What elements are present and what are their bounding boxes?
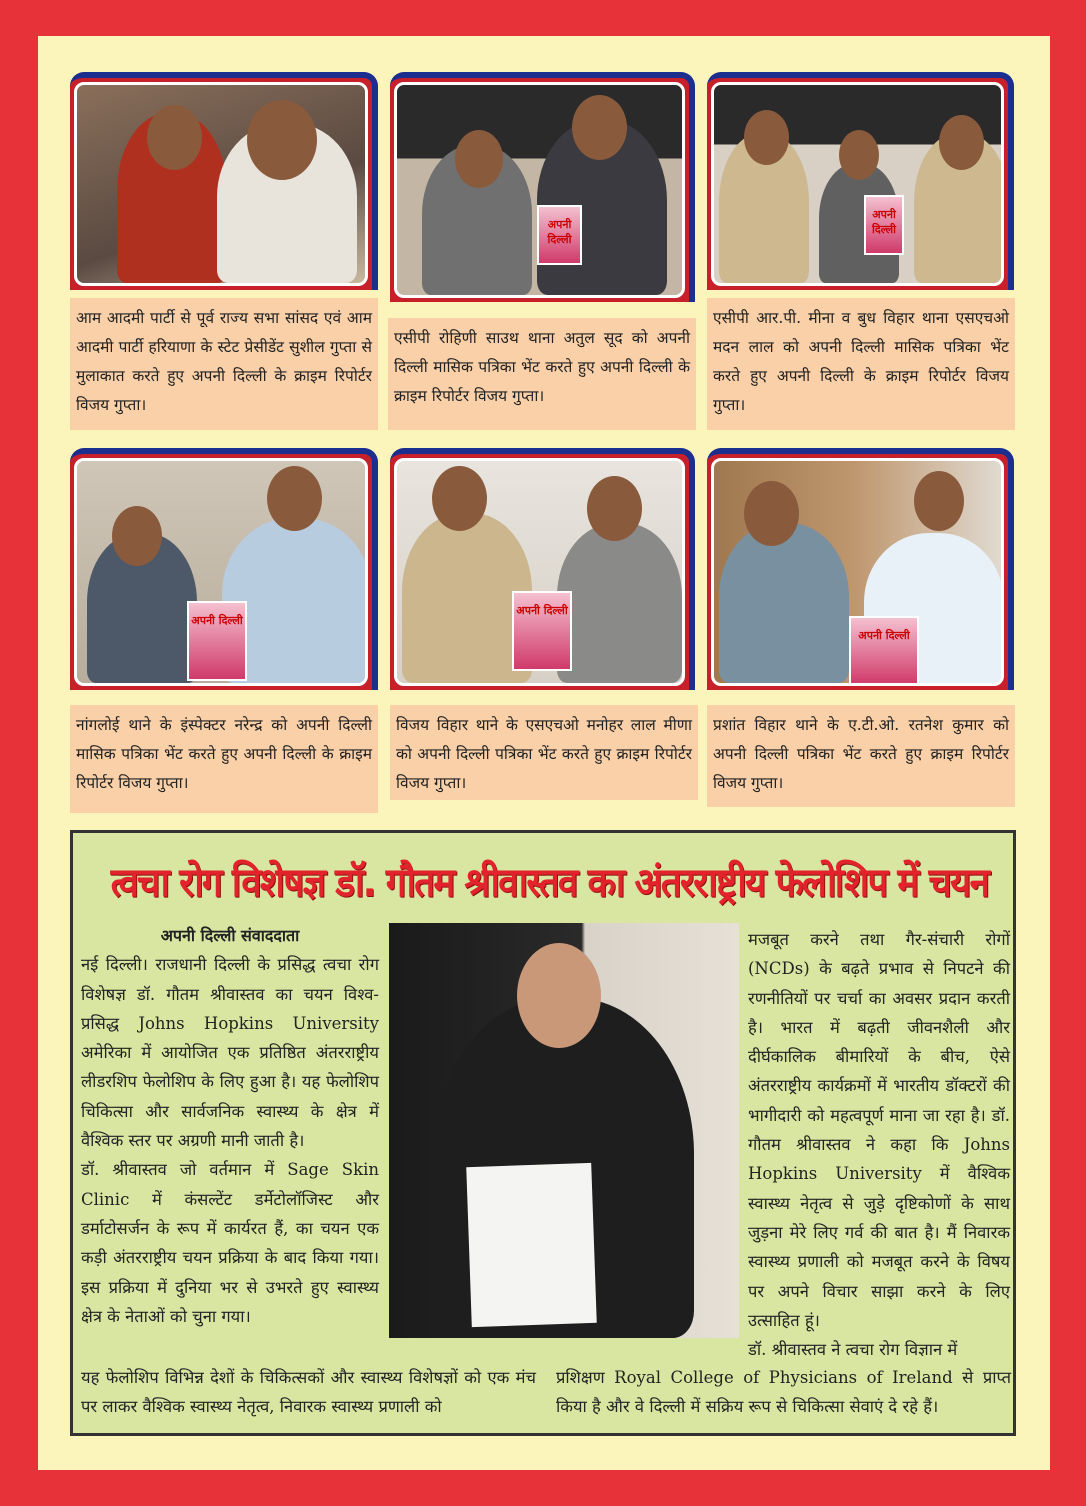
article-title: त्वचा रोग विशेषज्ञ डॉ. गौतम श्रीवास्तव का अंतरराष्ट्रीय फेलोशिप में चयन <box>110 860 989 906</box>
photo-6 <box>707 448 1014 690</box>
magazine-cover: अपनी दिल्ली <box>187 601 247 681</box>
byline: अपनी दिल्ली संवाददाता <box>160 926 300 945</box>
photo-1 <box>70 72 378 290</box>
magazine-cover: अपनी दिल्ली <box>849 616 919 686</box>
paragraph: प्रशिक्षण Royal College of Physicians of Ireland से प्राप्त किया है और वे दिल्ली में सक्रिय रूप से चिकित्सा सेवाएं दे रहे हैं। <box>556 1368 1011 1417</box>
article-right-column <box>748 925 1010 1364</box>
caption-5: विजय विहार थाने के एसएचओ मनोहर लाल मीणा को अपनी दिल्ली पत्रिका भेंट करते हुए क्राइम रिपोर्टर विजय गुप्ता। <box>390 705 698 800</box>
photo-5 <box>390 448 695 690</box>
caption-1: आम आदमी पार्टी से पूर्व राज्य सभा सांसद एवं आम आदमी पार्टी हरियाणा के स्टेट प्रेसीडेंट सुशील गुप्ता से मुलाकात करते हुए अपनी दिल्ली के क्राइम रिपोर्टर विजय गुप्ता। <box>70 298 378 430</box>
photo-2 <box>390 72 695 302</box>
paragraph: नई दिल्ली। राजधानी दिल्ली के प्रसिद्ध त्वचा रोग विशेषज्ञ डॉ. गौतम श्रीवास्तव का चयन विश्व-प्रसिद्ध Johns Hopkins University अमेरिका में आयोजित एक प्रतिष्ठित अंतरराष्ट्रीय लीडरशिप फेलोशिप के लिए हुआ है। यह फेलोशिप चिकित्सा और सार्वजनिक स्वास्थ्य के क्षेत्र में वैश्विक स्तर पर अग्रणी मानी जाती है। <box>81 955 379 1151</box>
magazine-cover: अपनी दिल्ली <box>864 195 904 255</box>
paragraph: यह फेलोशिप विभिन्न देशों के चिकित्सकों और स्वास्थ्य विशेषज्ञों को एक मंच पर लाकर वैश्विक स्वास्थ्य नेतृत्व, निवारक स्वास्थ्य प्रणाली को <box>81 1368 536 1417</box>
caption-6: प्रशांत विहार थाने के ए.टी.ओ. रतनेश कुमार को अपनी दिल्ली पत्रिका भेंट करते हुए क्राइम रिपोर्टर विजय गुप्ता। <box>707 705 1015 807</box>
paragraph: डॉ. श्रीवास्तव जो वर्तमान में Sage Skin Clinic में कंसल्टेंट डर्मेटोलॉजिस्ट और डर्माटोसर्जन के रूप में कार्यरत हैं, का चयन एक कड़ी अंतरराष्ट्रीय चयन प्रक्रिया के बाद किया गया। इस प्रक्रिया में दुनिया भर से उभरते हुए स्वास्थ्य क्षेत्र के नेताओं को चुना गया। <box>81 1160 379 1326</box>
paragraph: डॉ. श्रीवास्तव ने त्वचा रोग विज्ञान में <box>748 1340 958 1360</box>
article-box <box>70 830 1016 1436</box>
doctor-photo <box>389 923 739 1338</box>
magazine-cover: अपनी दिल्ली <box>537 205 582 265</box>
article-left-column <box>81 921 379 1331</box>
magazine-cover: अपनी दिल्ली <box>512 591 572 671</box>
photo-3 <box>707 72 1014 290</box>
caption-4: नांगलोई थाने के इंस्पेक्टर नरेन्द्र को अपनी दिल्ली मासिक पत्रिका भेंट करते हुए अपनी दिल्ली के क्राइम रिपोर्टर विजय गुप्ता। <box>70 705 378 813</box>
caption-3: एसीपी आर.पी. मीना व बुध विहार थाना एसएचओ मदन लाल को अपनी दिल्ली मासिक पत्रिका भेंट करते हुए अपनी दिल्ली के क्राइम रिपोर्टर विजय गुप्ता। <box>707 298 1015 430</box>
photo-4 <box>70 448 378 690</box>
caption-2: एसीपी रोहिणी साउथ थाना अतुल सूद को अपनी दिल्ली मासिक पत्रिका भेंट करते हुए अपनी दिल्ली के क्राइम रिपोर्टर विजय गुप्ता। <box>388 318 696 430</box>
paragraph: मजबूत करने तथा गैर-संचारी रोगों (NCDs) के बढ़ते प्रभाव से निपटने की रणनीतियों पर चर्चा का अवसर प्रदान करती है। भारत में बढ़ती जीवनशैली और दीर्घकालिक बीमारियों के बीच, ऐसे अंतरराष्ट्रीय कार्यक्रमों में भारतीय डॉक्टरों की भागीदारी को महत्वपूर्ण माना जा रहा है। डॉ. गौतम श्रीवास्तव ने कहा कि Johns Hopkins University में वैश्विक स्वास्थ्य नेतृत्व से जुड़े दृष्टिकोणों के साथ जुड़ना मेरे लिए गर्व की बात है। मैं निवारक स्वास्थ्य प्रणाली को मजबूत करने के विषय पर अपने विचार साझा करने के लिए उत्साहित हूं। <box>748 930 1010 1330</box>
